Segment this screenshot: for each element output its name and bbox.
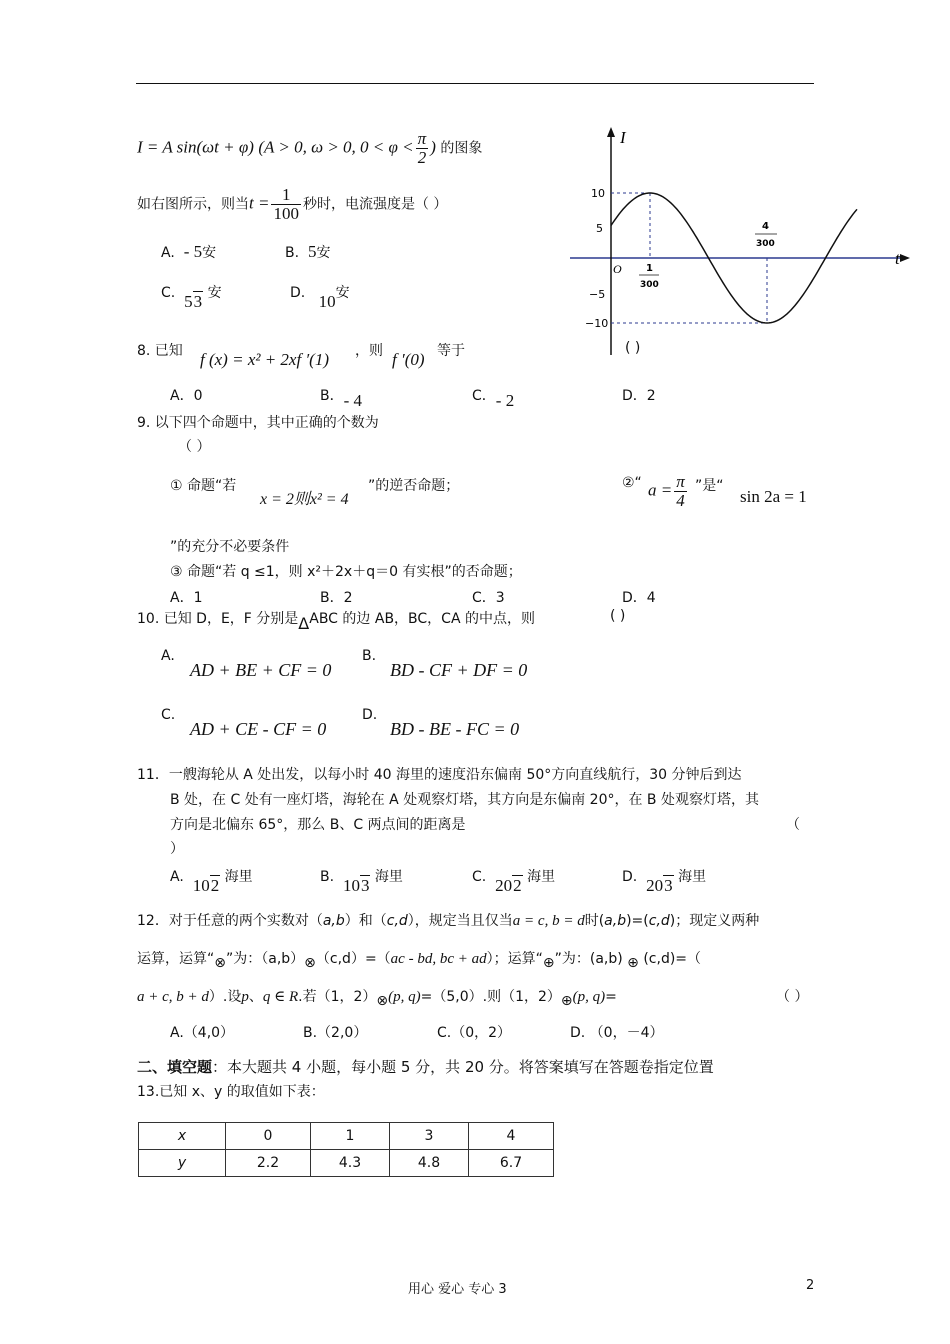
q11-paren-close: ）	[170, 841, 184, 857]
q10-opt-d-label: D.	[362, 707, 378, 723]
q7-line2: 如右图所示，则当t = $\frac{1}{100}$ 秒时，电流强度是（ ）	[137, 185, 448, 223]
q11-opt-c: C. 202 海里	[472, 869, 556, 895]
section2-heading	[137, 1056, 714, 1077]
q11-opt-b: B. 103 海里	[320, 869, 403, 895]
x2-num: 4	[762, 221, 769, 232]
q9-item2-mid: ”是“	[695, 478, 724, 494]
q8-formula2: f ′(0)	[392, 350, 425, 369]
q9-opt-b: B．2	[320, 590, 353, 606]
q8-line: 8. 已知	[137, 343, 183, 359]
q9-item2-prefix: ②“	[622, 475, 642, 491]
q9-item1-formula: x = 2则x² = 4	[260, 491, 349, 508]
q9-text: 9. 以下四个命题中，其中正确的个数为	[137, 415, 379, 431]
q10-opt-a-label: A.	[161, 648, 175, 664]
q9-paren: （ ）	[178, 439, 211, 455]
q10-text: 10. 已知 D，E，F 分别是ΔABC 的边 AB，BC，CA 的中点，则	[137, 611, 535, 633]
q9-item2-formula: sin 2a = 1	[740, 487, 807, 506]
q12-opt-a: A.（4,0）	[170, 1025, 235, 1041]
table-cell: 4	[469, 1123, 554, 1150]
tick-10: 10	[591, 187, 605, 200]
table-cell: 0	[226, 1123, 311, 1150]
q7-condition: (A > 0, ω > 0, 0 < φ <	[258, 137, 414, 157]
sine-graph	[565, 125, 910, 360]
table-header-y: y	[139, 1150, 226, 1177]
otimes-symbol: ⊗	[214, 955, 226, 971]
q8-formula: f (x) = x² + 2xf ′(1)	[200, 350, 329, 369]
x1-num: 1	[646, 263, 653, 274]
q8-suffix: 等于	[437, 343, 465, 359]
q7-suffix: 的图象	[440, 140, 483, 157]
q10-opt-c-label: C.	[161, 707, 176, 723]
q10-opt-b: BD - CF + DF = 0	[390, 660, 528, 680]
q10-opt-c: AD + CE - CF = 0	[190, 719, 327, 739]
q9-opt-c: C．3	[472, 590, 505, 606]
q12-opt-d: D. （0，－4）	[570, 1025, 664, 1041]
q9-item3: ③ 命题“若 q ≤1，则 x²＋2x＋q＝0 有实根”的否命题；	[170, 564, 522, 580]
q8-opt-a: A．0	[170, 388, 203, 404]
section2-title: 二、填空题	[137, 1058, 213, 1076]
q11-line2: B 处，在 C 处有一座灯塔，海轮在 A 处观察灯塔，其方向是东偏南 20°，在 B 处观察灯塔，其	[170, 792, 759, 808]
q7-formula: I = A sin(ωt + φ)	[137, 137, 254, 157]
oplus-symbol: ⊕	[542, 955, 555, 971]
tick-neg10: −10	[585, 317, 609, 330]
q12-opt-c: C.（0，2）	[437, 1025, 512, 1041]
table-cell: 6.7	[469, 1150, 554, 1177]
q8-opt-d: D．2	[622, 388, 656, 404]
q10-paren: ( )	[610, 608, 626, 624]
q9-item2-a: a = $\frac{\pi}{4}$	[648, 472, 685, 510]
q10-opt-a: AD + BE + CF = 0	[190, 660, 332, 680]
q10-opt-b-label: B.	[362, 648, 377, 664]
q11-opt-a: A. 102 海里	[170, 869, 253, 895]
q12-paren: （ ）	[776, 989, 809, 1005]
table-row-y	[139, 1150, 554, 1177]
origin-label: O	[613, 262, 622, 276]
tick-5: 5	[596, 222, 603, 235]
q11-paren-open: （	[786, 817, 800, 833]
q12-line1: 12．对于任意的两个实数对（a,b）和（c,d），规定当且仅当a = c, b = d时(a,b)=(c,d)；现定义两种	[137, 913, 760, 929]
q9-item2-cont: ”的充分不必要条件	[170, 539, 290, 555]
q9-opt-a: A．1	[170, 590, 203, 606]
q7-line1: I = A sin(ωt + φ) (A > 0, ω > 0, 0 < φ < $\frac{\pi}{2}$ ) 的图象	[137, 129, 483, 167]
header-rule	[136, 83, 814, 84]
table-header-x: x	[139, 1123, 226, 1150]
q8-opt-b: B．- 4	[320, 388, 363, 410]
q8-paren: ( )	[625, 340, 641, 356]
q8-mid: ，则	[355, 343, 383, 359]
y-axis-label: I	[620, 128, 626, 147]
table-cell: 4.3	[311, 1150, 390, 1177]
q7-pi-over-2: $\frac{\pi}{2}$	[417, 129, 427, 167]
table-cell: 3	[390, 1123, 469, 1150]
footer-text: 用心 爱心 专心 3	[408, 1282, 507, 1297]
q7-opt-a: A. - 5安	[161, 242, 217, 261]
q9-item1-suffix: ”的逆否命题；	[368, 478, 460, 494]
table-cell: 4.8	[390, 1150, 469, 1177]
i-axis-arrow	[607, 127, 615, 137]
table-cell: 1	[311, 1123, 390, 1150]
q12-opt-b: B.（2,0）	[303, 1025, 368, 1041]
table-cell: 2.2	[226, 1150, 311, 1177]
q7-opt-b: B. 5安	[285, 242, 331, 261]
x-axis-label: t	[895, 249, 900, 268]
q11-line1: 11．一艘海轮从 A 处出发，以每小时 40 海里的速度沿东偏南 50°方向直线航行，30 分钟后到达	[137, 767, 742, 783]
q10-opt-d: BD - BE - FC = 0	[390, 719, 520, 739]
x1-den: 300	[640, 280, 659, 290]
section2-desc: ：本大题共 4 小题，每小题 5 分，共 20 分。将答案填写在答题卷指定位置	[212, 1058, 714, 1076]
table-row-x	[139, 1123, 554, 1150]
q9-item1-prefix: ① 命题“若	[170, 478, 237, 494]
q12-line3: a + c, b + d）.设p、q ∈ R.若（1，2）⊗(p, q)=（5,0）.则（1，2）⊕(p, q)=	[137, 989, 617, 1009]
q12-line2: 运算，运算“⊗”为：（a,b）⊗（c,d）=（ac - bd, bc + ad）；运算“⊕”为：(a,b) ⊕ (c,d)=（	[137, 951, 702, 971]
q7-opt-d: D. 10安	[290, 285, 350, 311]
q9-opt-d: D．4	[622, 590, 656, 606]
q8-opt-c: C．- 2	[472, 388, 515, 410]
xy-table	[138, 1122, 554, 1177]
q7-opt-c: C. 53 安	[161, 285, 222, 311]
t-axis-arrow	[900, 254, 910, 262]
q7-t-fraction: $\frac{1}{100}$	[273, 185, 299, 223]
q13-text: 13.已知 x、y 的取值如下表：	[137, 1084, 325, 1100]
q11-line3: 方向是北偏东 65°，那么 B、C 两点间的距离是	[170, 817, 466, 833]
page-number: 2	[806, 1278, 815, 1293]
q11-opt-d: D. 203 海里	[622, 869, 707, 895]
x2-den: 300	[756, 239, 775, 249]
tick-neg5: −5	[589, 288, 606, 301]
